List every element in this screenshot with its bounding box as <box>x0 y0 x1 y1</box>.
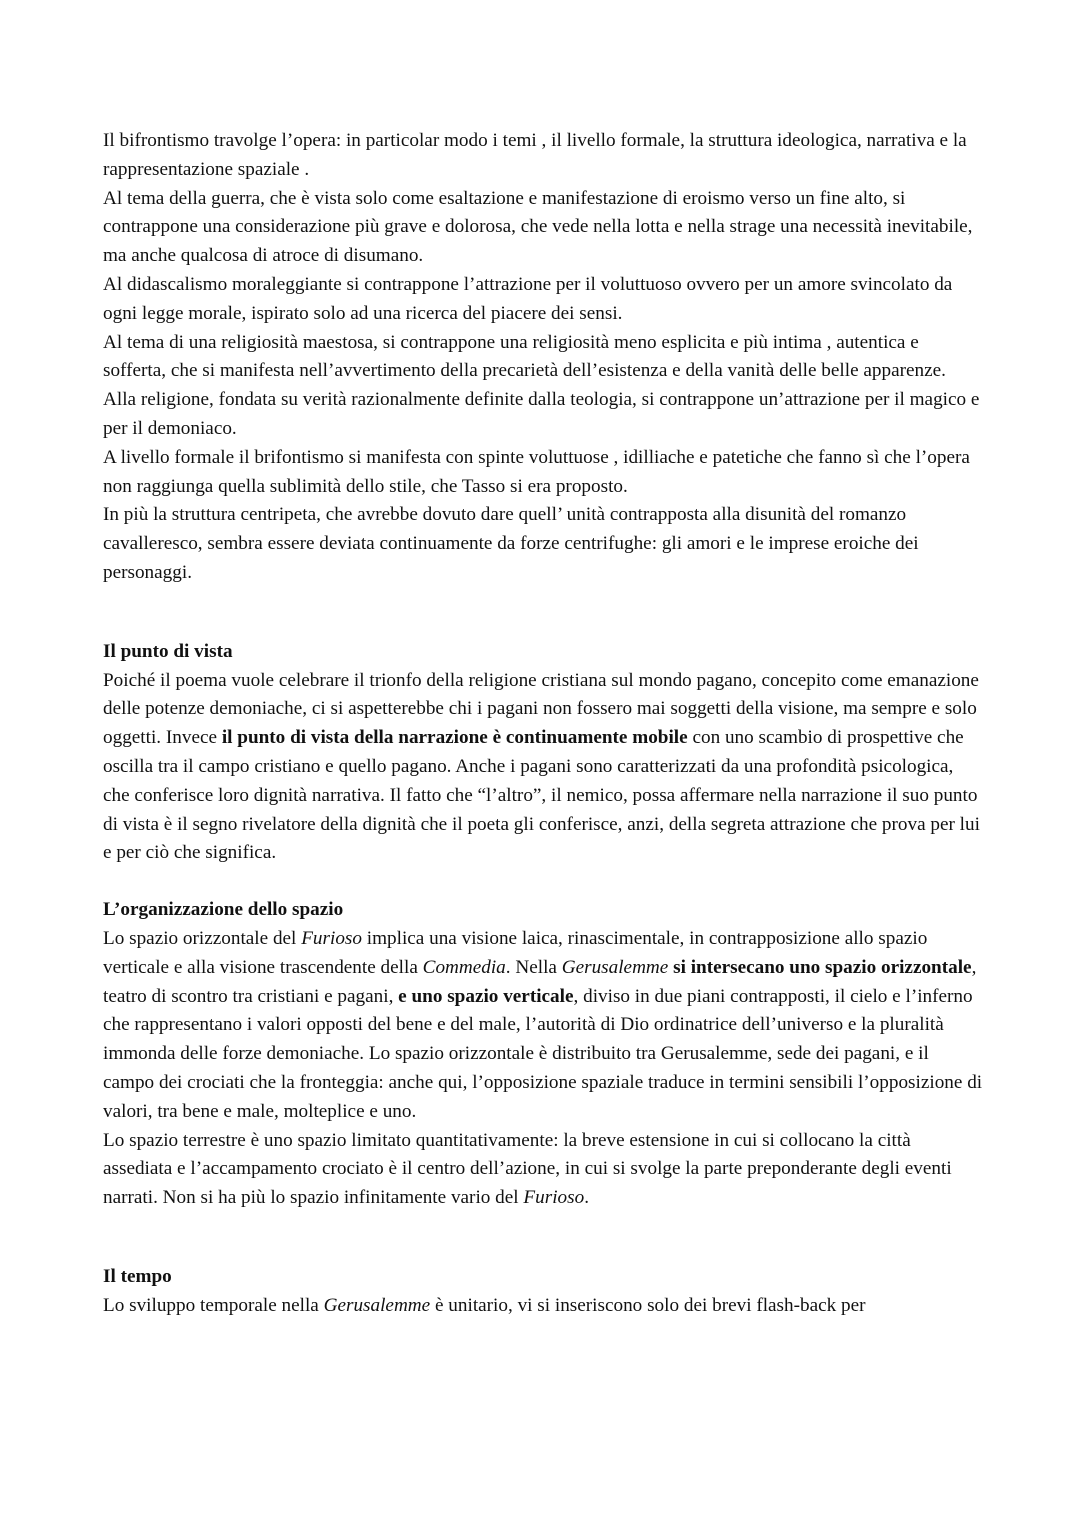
section-heading-tempo: Il tempo <box>103 1265 172 1287</box>
text-run: Poiché il poema vuole celebrare il trionfo della religione cristiana sul mondo pagano, concepito come emanazione delle potenze demoniache, ci si aspetterebbe chi i pagani non fossero mai soggetti della visione, ma sempre e solo oggetti. Invece <box>103 669 979 749</box>
section-heading-spazio: L’organizzazione dello spazio <box>103 899 344 921</box>
intro-paragraph-3: Al didascalismo moraleggiante si contrappone l’attrazione per il voluttuoso ovvero per un amore svincolato da ogni legge morale, ispirato solo ad una ricerca del piacere dei sensi. <box>103 273 953 324</box>
spazio-paragraph-2 <box>103 1127 983 1213</box>
text-run: . <box>584 1187 589 1209</box>
italic-run: Furioso <box>301 927 362 949</box>
intro-paragraph-4: Al tema di una religiosità maestosa, si contrappone una religiosità meno esplicita e più intima , autentica e sofferta, che si manifesta nell’avvertimento della precarietà dell’esistenza e della vanità delle belle apparenze. <box>103 331 946 382</box>
text-run: . Nella <box>505 956 562 978</box>
spazio-paragraph-1 <box>103 925 983 1127</box>
italic-run: Commedia <box>422 956 506 978</box>
text-run: implica una visione laica, rinascimentale, in contrapposizione allo spazio verticale e alla visione trascendente della <box>103 927 928 978</box>
italic-run: Gerusalemme <box>323 1294 431 1316</box>
text-run: , teatro di scontro tra cristiani e pagani, <box>103 956 977 1007</box>
section-spacer <box>103 588 983 638</box>
intro-paragraph-6: A livello formale il brifontismo si manifesta con spinte voluttuose , idilliache e patetiche che fanno sì che l’opera non raggiunga quella sublimità dello stile, che Tasso si era proposto. <box>103 446 970 497</box>
text-run: Lo spazio orizzontale del <box>103 927 302 949</box>
tempo-paragraph <box>103 1292 983 1321</box>
bold-run: e uno spazio verticale <box>398 985 574 1007</box>
section-heading-punto-di-vista: Il punto di vista <box>103 640 233 662</box>
text-run: con uno scambio di prospettive che oscilla tra il campo cristiano e quello pagano. Anche i pagani sono caratterizzati da una profondità psicologica, che conferisce loro dignità narrativa. Il fatto che “l’altro”, il nemico, possa affermare nella narrazione il suo punto di vista è il segno rivelatore della dignità che il poeta gli conferisce, anzi, della segreta attrazione che prova per lui e per ciò che significa. <box>103 727 980 864</box>
punto-di-vista-paragraph <box>103 667 983 869</box>
text-run: Lo spazio terrestre è uno spazio limitato quantitativamente: la breve estensione in cui si collocano la città assediata e l’accampamento crociato è il centro dell’azione, in cui si svolge la parte preponderante degli eventi narrati. Non si ha più lo spazio infinitamente vario del <box>103 1129 952 1209</box>
intro-paragraph-5: Alla religione, fondata su verità razionalmente definite dalla teologia, si contrappone un’attrazione per il magico e per il demoniaco. <box>103 389 980 439</box>
text-run: , diviso in due piani contrapposti, il cielo e l’inferno che rappresentano i valori opposti del bene e del male, l’autorità di Dio ordinatrice dell’universo e la pluralità immonda delle forze demoniache. Lo spazio orizzontale è distribuito tra Gerusalemme, sede dei pagani, e il campo dei crociati che la fronteggia: anche qui, l’opposizione spaziale traduce in termini sensibili l’opposizione di valori, tra bene e male, molteplice e uno. <box>103 985 983 1122</box>
section-spacer <box>103 868 983 896</box>
italic-run: Gerusalemme <box>561 956 669 978</box>
text-run: Lo sviluppo temporale nella <box>103 1294 324 1316</box>
intro-paragraph-2: Al tema della guerra, che è vista solo come esaltazione e manifestazione di eroismo verso un fine alto, si contrappone una considerazione più grave e dolorosa, che vede nella lotta e nella strage una necessità inevitabile, ma anche qualcosa di atroce di disumano. <box>103 187 973 267</box>
text-run: è unitario, vi si inseriscono solo dei brevi flash-back per <box>430 1294 866 1316</box>
italic-run: Furioso <box>523 1187 585 1209</box>
bold-run: si intersecano uno spazio orizzontale <box>673 956 972 978</box>
bold-run: il punto di vista della narrazione è continuamente mobile <box>221 727 688 749</box>
section-spacer <box>103 1213 983 1263</box>
intro-paragraph-7: In più la struttura centripeta, che avrebbe dovuto dare quell’ unità contrapposta alla disunità del romanzo cavalleresco, sembra essere deviata continuamente da forze centrifughe: gli amori e le imprese eroiche dei personaggi. <box>103 504 919 583</box>
intro-paragraph-1: Il bifrontismo travolge l’opera: in particolar modo i temi , il livello formale, la struttura ideologica, narrativa e la rappresentazione spaziale . <box>103 130 967 180</box>
document-page <box>103 127 983 1320</box>
